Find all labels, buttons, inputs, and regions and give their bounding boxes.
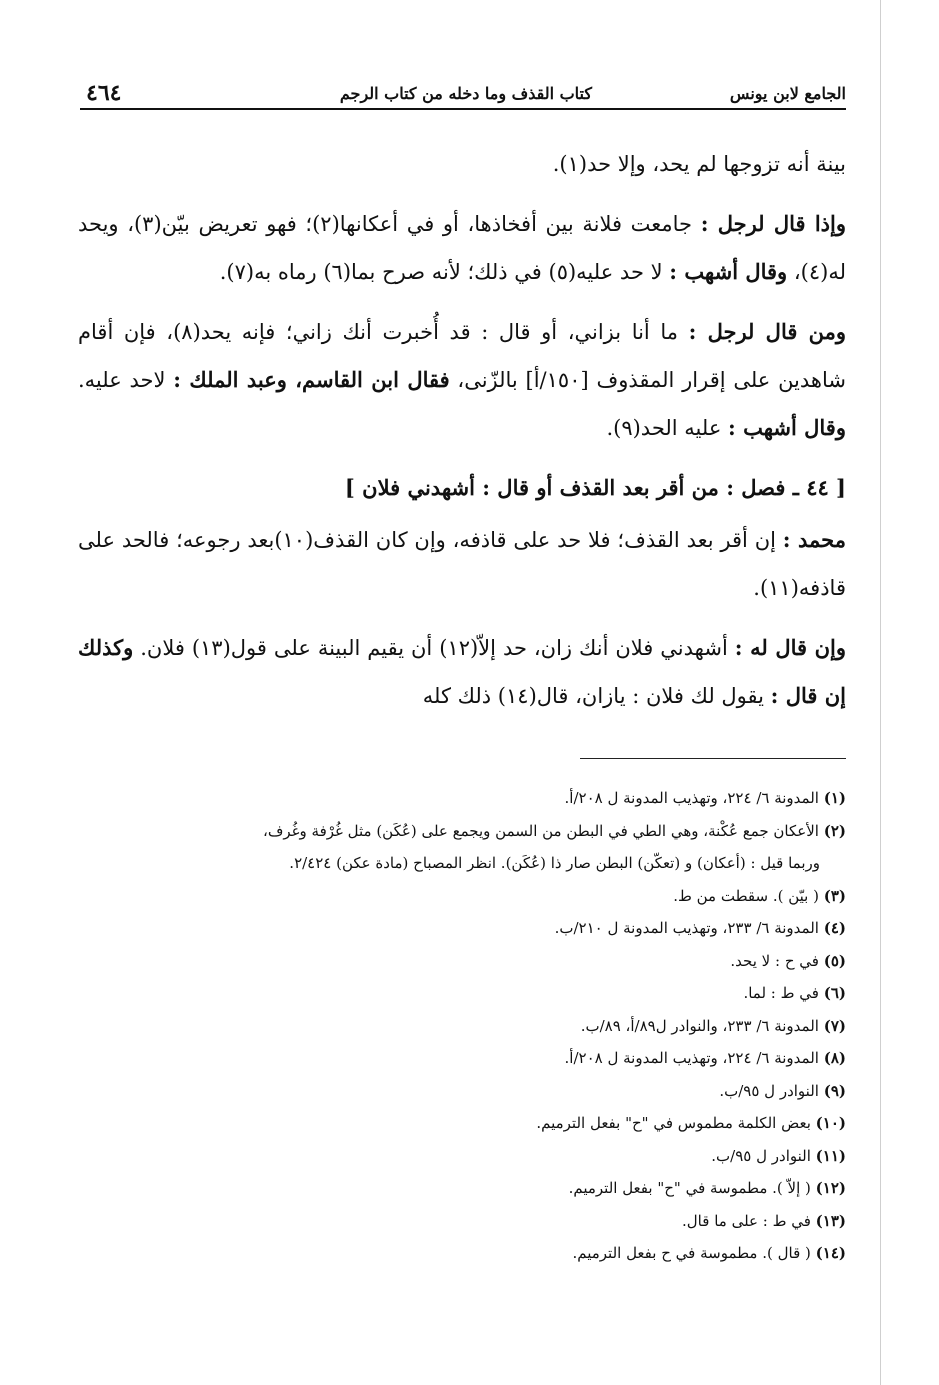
paragraph-3: ومن قال لرجل : ما أنا بزاني، أو قال : قد أُخبرت أنك زاني؛ فإنه يحد(٨)، فإن أقام شاهدين على إقرار المقذوف [١٥٠/أ] بالزّنى، فقال ابن القاسم، وعبد الملك : لاحد عليه. وقال أشهب : عليه الحد(٩). xyxy=(78,319,846,440)
page-header xyxy=(80,80,846,110)
page-number: ٤٦٤ xyxy=(86,80,122,106)
footnote-1: (١) المدونة ٦/ ٢٢٤، وتهذيب المدونة ل ٢٠٨/أ. xyxy=(564,789,846,807)
paragraph-5: وإن قال له : أشهدني فلان أنك زان، حد إلاّ(١٢) أن يقيم البينة على قول(١٣) فلان. وكذلك إن قال : يقول لك فلان : يازان، قال(١٤) ذلك كله xyxy=(78,635,846,708)
main-text xyxy=(78,140,846,732)
paragraph-2-lead: وإذا قال لرجل : xyxy=(700,211,846,236)
footnote-14: (١٤) ( قال ). مطموسة في ح بفعل الترميم. xyxy=(572,1244,846,1262)
footnotes xyxy=(78,782,846,1270)
footnote-11: (١١) النوادر ل ٩٥/ب. xyxy=(711,1146,846,1165)
paragraph-1: بينة أنه تزوجها لم يحد، وإلا حد(١). xyxy=(552,152,846,176)
footnote-9: (٩) النوادر ل ٩٥/ب. xyxy=(719,1081,846,1100)
footnote-7: (٧) المدونة ٦/ ٢٣٣، والنوادر ل٨٩/أ، ٨٩/ب. xyxy=(580,1016,846,1035)
footnote-12: (١٢) ( إلاّ ). مطموسة في "ح" بفعل الترميم. xyxy=(568,1179,846,1197)
footnote-6: (٦) في ط : لما. xyxy=(743,984,846,1002)
paragraph-4-lead: محمد : xyxy=(782,527,846,552)
footnote-5: (٥) في ح : لا يحد. xyxy=(730,951,846,970)
footnote-3: (٣) ( بيّن ). سقطت من ط. xyxy=(673,886,846,905)
section-heading: [ ٤٤ ـ فصل : من أقر بعد القذف أو قال : أشهدني فلان ] xyxy=(344,475,846,500)
footnote-13: (١٣) في ط : على ما قال. xyxy=(682,1211,846,1230)
footnote-4: (٤) المدونة ٦/ ٢٣٣، وتهذيب المدونة ل ٢١٠/ب. xyxy=(554,919,846,937)
running-title: الجامع لابن يونس xyxy=(729,84,846,103)
chapter-title: كتاب القذف وما دخله من كتاب الرجم xyxy=(339,84,592,103)
footnote-10: (١٠) بعض الكلمة مطموس في "ح" بفعل الترميم. xyxy=(536,1114,846,1132)
footnote-8: (٨) المدونة ٦/ ٢٢٤، وتهذيب المدونة ل ٢٠٨/أ. xyxy=(564,1049,846,1067)
paragraph-3-lead: ومن قال لرجل : xyxy=(688,319,846,344)
footnote-2: (٢) الأعكان جمع عُكْنة، وهي الطي في البطن من السمن ويجمع على (عُكَن) مثل غُرْفة وغُرف، xyxy=(263,821,846,840)
footnote-separator xyxy=(580,758,846,759)
paragraph-2: وإذا قال لرجل : جامعت فلانة بين أفخاذها، أو في أعكانها(٢)؛ فهو تعريض بيّن(٣)، ويحد له(٤)، وقال أشهب : لا حد عليه(٥) في ذلك؛ لأنه صرح بما(٦) رماه به(٧). xyxy=(78,211,846,284)
paragraph-5-lead: وإن قال له : xyxy=(734,635,846,660)
footnote-2-continued: وربما قيل : (أعكان) و (تعكّن) البطن صار ذا (عُكَن). انظر المصباح (مادة عكن) ٢/٤٢٤. xyxy=(289,854,820,872)
page-edge-line xyxy=(880,0,881,1385)
paragraph-4: محمد : إن أقر بعد القذف؛ فلا حد على قاذفه، وإن كان القذف(١٠)بعد رجوعه؛ فالحد على قاذفه(١١). xyxy=(78,527,846,600)
